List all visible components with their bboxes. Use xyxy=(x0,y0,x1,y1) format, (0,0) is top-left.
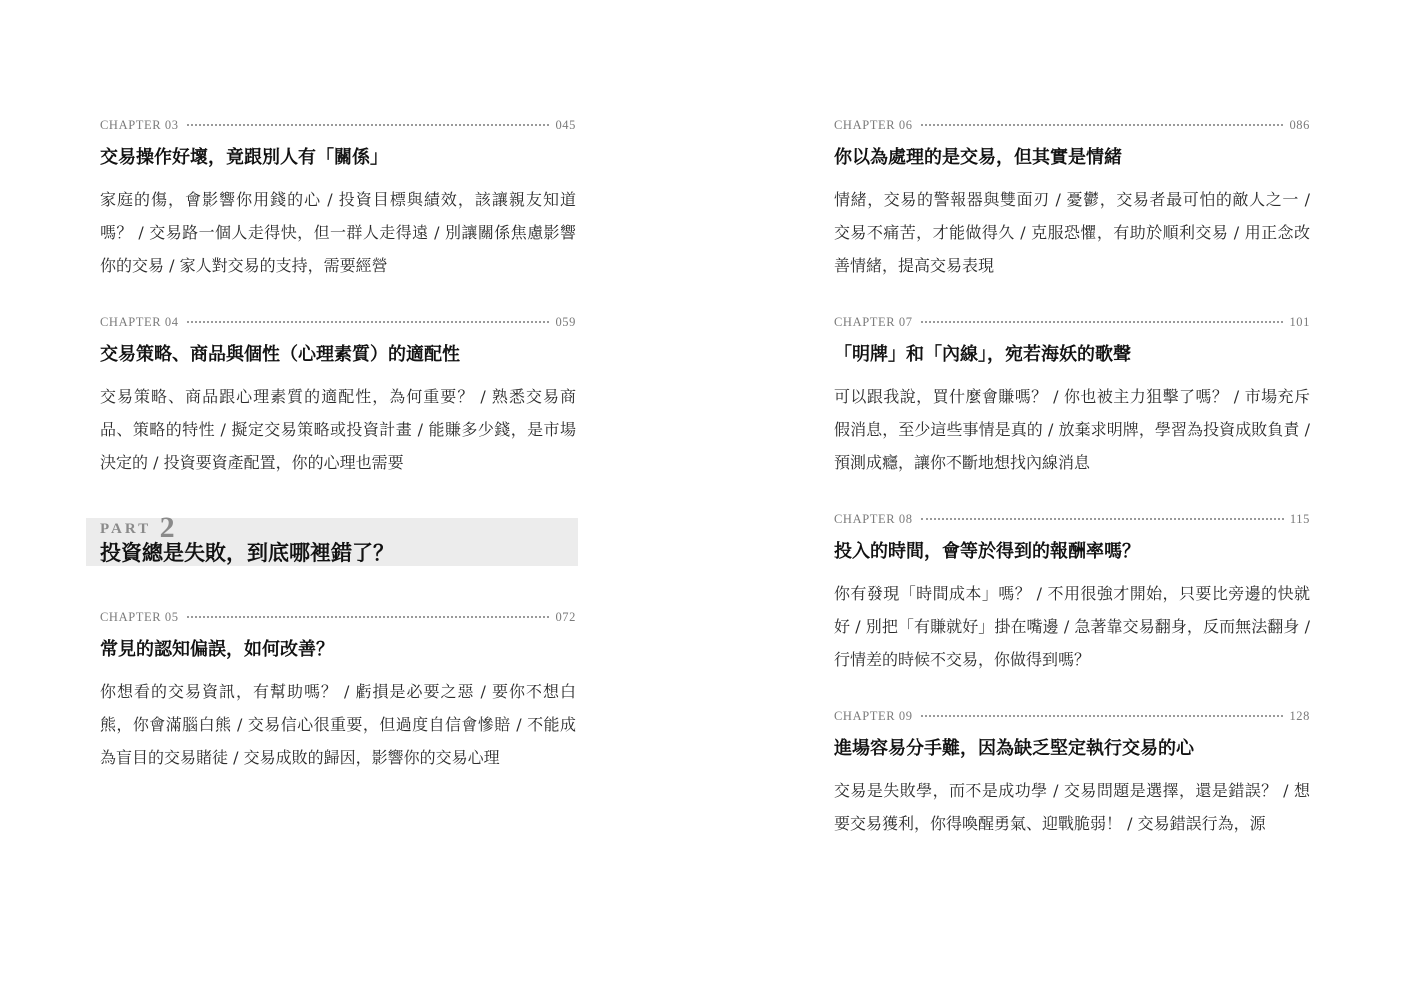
chapter-summary: 情緒，交易的警報器與雙面刃 / 憂鬱，交易者最可怕的敵人之一 / 交易不痛苦，才能做得久 / 克服恐懼，有助於順利交易 / 用正念改善情緒，提高交易表現 xyxy=(834,190,1310,275)
chapter-03 xyxy=(100,118,576,282)
chapter-page-number: 128 xyxy=(1289,709,1310,723)
chapter-summary: 你有發現「時間成本」嗎？ / 不用很強才開始，只要比旁邊的快就好 / 別把「有賺就好」掛在嘴邊 / 急著靠交易翻身，反而無法翻身 / 行情差的時候不交易，你做得到嗎？ xyxy=(834,584,1310,669)
chapter-06 xyxy=(834,118,1310,282)
part-word: PART xyxy=(100,521,151,537)
chapter-label: CHAPTER 04 xyxy=(100,315,179,329)
part-title: 投資總是失敗，到底哪裡錯了？ xyxy=(100,540,394,565)
chapter-header xyxy=(834,315,1310,333)
chapter-summary: 可以跟我說，買什麼會賺嗎？ / 你也被主力狙擊了嗎？ / 市場充斥假消息，至少這些事情是真的 / 放棄求明牌，學習為投資成敗負責 / 預測成癮，讓你不斷地想找內線消息 xyxy=(834,387,1310,472)
chapter-page-number: 059 xyxy=(555,315,576,329)
chapter-title: 投入的時間，會等於得到的報酬率嗎？ xyxy=(834,541,1140,562)
chapter-header xyxy=(834,118,1310,136)
chapter-label: CHAPTER 07 xyxy=(834,315,913,329)
dot-leader xyxy=(921,124,1284,126)
chapter-title: 交易操作好壞，竟跟別人有「關係」 xyxy=(100,147,388,168)
part-label xyxy=(100,511,175,544)
chapter-label: CHAPTER 06 xyxy=(834,118,913,132)
chapter-header xyxy=(100,118,576,136)
chapter-summary: 你想看的交易資訊，有幫助嗎？ / 虧損是必要之惡 / 要你不想白熊，你會滿腦白熊 / 交易信心很重要，但過度自信會慘賠 / 不能成為盲目的交易賭徒 / 交易成敗的歸因，影響你的交易心理 xyxy=(100,682,576,767)
chapter-title: 「明牌」和「內線」，宛若海妖的歌聲 xyxy=(834,344,1131,365)
chapter-08 xyxy=(834,512,1310,676)
chapter-title: 進場容易分手難，因為缺乏堅定執行交易的心 xyxy=(834,738,1194,759)
chapter-page-number: 101 xyxy=(1289,315,1310,329)
chapter-label: CHAPTER 05 xyxy=(100,610,179,624)
chapter-09 xyxy=(834,709,1310,840)
chapter-header xyxy=(834,709,1310,727)
chapter-label: CHAPTER 09 xyxy=(834,709,913,723)
chapter-header xyxy=(100,610,576,628)
chapter-header xyxy=(100,315,576,333)
chapter-04 xyxy=(100,315,576,479)
dot-leader xyxy=(187,616,550,618)
part-number: 2 xyxy=(159,511,175,544)
chapter-title: 常見的認知偏誤，如何改善？ xyxy=(100,639,334,660)
chapter-05 xyxy=(100,610,576,774)
dot-leader xyxy=(187,321,550,323)
chapter-header xyxy=(834,512,1310,530)
chapter-summary: 家庭的傷，會影響你用錢的心 / 投資目標與績效，該讓親友知道嗎？ / 交易路一個人走得快，但一群人走得遠 / 別讓關係焦慮影響你的交易 / 家人對交易的支持，需要經營 xyxy=(100,190,576,275)
chapter-page-number: 115 xyxy=(1289,512,1310,526)
part-heading xyxy=(86,511,578,566)
chapter-label: CHAPTER 08 xyxy=(834,512,913,526)
chapter-page-number: 072 xyxy=(555,610,576,624)
dot-leader xyxy=(921,321,1284,323)
chapter-summary: 交易是失敗學，而不是成功學 / 交易問題是選擇，還是錯誤？ / 想要交易獲利，你得喚醒勇氣、迎戰脆弱！ / 交易錯誤行為，源 xyxy=(834,781,1310,833)
dot-leader xyxy=(921,715,1284,717)
dot-leader xyxy=(187,124,550,126)
chapter-summary: 交易策略、商品跟心理素質的適配性，為何重要？ / 熟悉交易商品、策略的特性 / 擬定交易策略或投資計畫 / 能賺多少錢，是市場決定的 / 投資要資產配置，你的心理也需要 xyxy=(100,387,576,472)
dot-leader xyxy=(921,518,1284,520)
chapter-label: CHAPTER 03 xyxy=(100,118,179,132)
chapter-07 xyxy=(834,315,1310,479)
chapter-page-number: 045 xyxy=(555,118,576,132)
chapter-page-number: 086 xyxy=(1289,118,1310,132)
chapter-title: 你以為處理的是交易，但其實是情緒 xyxy=(834,147,1122,168)
chapter-title: 交易策略、商品與個性（心理素質）的適配性 xyxy=(100,344,460,365)
